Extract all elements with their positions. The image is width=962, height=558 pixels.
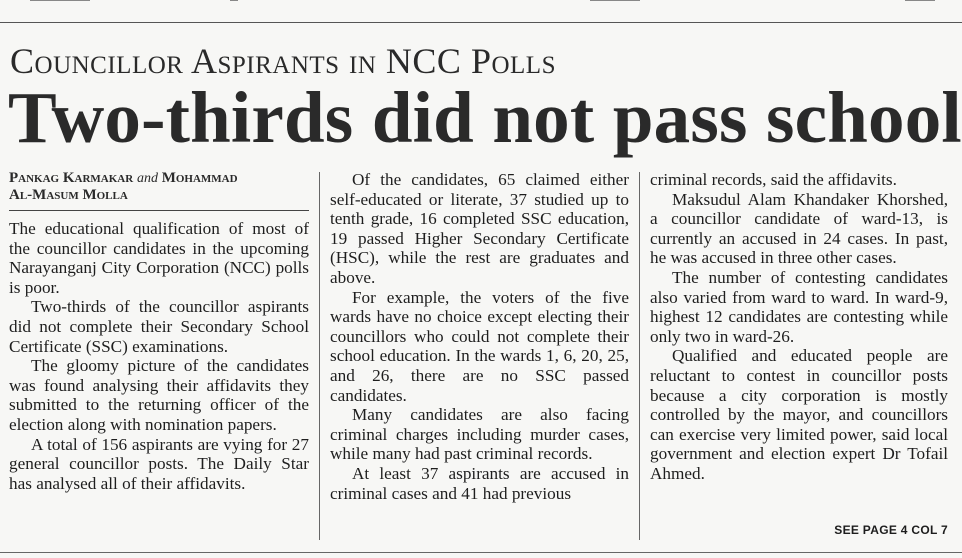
bottom-rule (0, 552, 962, 553)
paragraph: For example, the voters of the five wards have no choice except electing their councillors who could not complete their school education. In the wards 1, 6, 20, 25, and 26, there are no SSC passed candidates. (330, 287, 629, 405)
column-2 (330, 170, 629, 503)
paragraph: The gloomy picture of the candidates was found analysing their affidavits they submitted to the returning officer of the election along with nomination papers. (9, 356, 309, 434)
column-divider (639, 172, 640, 540)
top-rule (0, 22, 962, 23)
paragraph: Qualified and educated people are reluctant to contest in councillor posts because a city corporation is mostly controlled by the mayor, and councillors can exercise very limited power, said local government and election expert Dr Tofail Ahmed. (650, 346, 948, 483)
byline-conjunction: and (136, 171, 158, 186)
headline: Two-thirds did not pass school (8, 77, 962, 158)
column-1 (9, 170, 309, 493)
byline-author-2-first: Mohammad (161, 170, 238, 186)
paragraph: Many candidates are also facing criminal charges including murder cases, while many had past criminal records. (330, 405, 629, 464)
paragraph: At least 37 aspirants are accused in criminal cases and 41 had previous (330, 463, 629, 503)
paragraph: A total of 156 aspirants are vying for 27 general councillor posts. The Daily Star has analysed all of their affidavits. (9, 434, 309, 493)
byline (9, 170, 309, 211)
paragraph: Two-thirds of the councillor aspirants did not complete their Secondary School Certificate (SSC) examinations. (9, 297, 309, 356)
byline-author-1: Pankag Karmakar (9, 170, 134, 186)
kicker: Councillor Aspirants in NCC Polls (10, 41, 556, 81)
paragraph: Maksudul Alam Khandaker Khorshed, a councillor candidate of ward-13, is currently an accused in 24 cases. In past, he was accused in three other cases. (650, 189, 948, 268)
paragraph: The number of contesting candidates also varied from ward to ward. In ward-9, highest 12 candidates are contesting while only two in ward-26. (650, 267, 948, 346)
top-edge-marks (0, 0, 962, 6)
continued-jump-line: SEE PAGE 4 COL 7 (834, 523, 948, 537)
column-3 (650, 170, 948, 484)
paragraph: Of the candidates, 65 claimed either self-educated or literate, 37 studied up to tenth grade, 16 completed SSC education, 19 passed Higher Secondary Certificate (HSC), while the rest are graduates and above. (330, 170, 629, 287)
paragraph: The educational qualification of most of the councillor candidates in the upcoming Narayanganj City Corporation (NCC) polls is poor. (9, 219, 309, 297)
byline-author-2-last: Al-Masum Molla (9, 187, 128, 203)
paragraph: criminal records, said the affidavits. (650, 170, 897, 189)
column-divider (319, 172, 320, 540)
